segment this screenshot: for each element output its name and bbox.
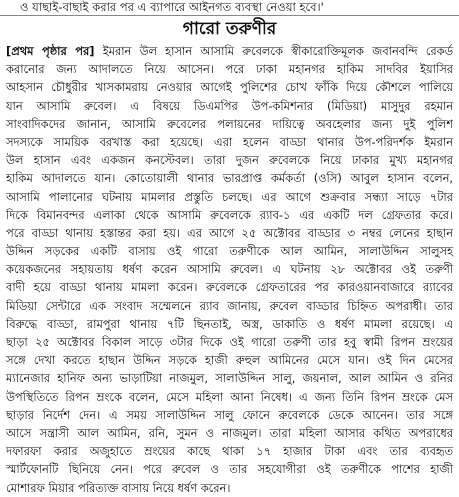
article-line: ছাড়া ২৫ অক্টোবর বিকাল সাড়ে ৩টার দিকে ওই গারো তরুণী তার হবু স্বামী রিপন ম্রংয়ের (6, 335, 453, 349)
article-line: কয়েকজনের সহায়তায় ধর্ষণ করেন আসামি রুবেল। এ ঘটনায় ২৮ অক্টোবর ওই তরুণী (6, 262, 453, 277)
article-line: ছাড়ার নির্দেশ দেন। এ সময় সালাউদ্দিন সালু ফোনে রুবেলকে ডেকে আনেন। তার সঙ্গে (6, 407, 453, 422)
article-line: আসামি পালানোর ঘটনায় মামলার প্রস্তুতি চলছে। এর আগে শুক্রবার সন্ধ্যা সাড়ে ৭টার (6, 189, 453, 204)
article-line: উদ্দিন সড়কের একটি বাসায় ওই গারো তরুণীকে আল আমিন, সালাউদ্দিন সালুসহ (6, 244, 453, 259)
article-line: বিরুদ্ধে বাড্ডা, রামপুরা থানায় ৭টি ছিনতাই, অস্ত্র, ডাকাতি ও ধর্ষণ মামলা রয়েছে। এ (6, 316, 453, 331)
article-line (6, 42, 453, 60)
continuation-tag: [প্রথম পৃষ্ঠার পর] (6, 44, 95, 58)
article-line: উপস্থিতিতে রিপন ম্রংকে বলেন, মেসে মহিলা আনা নিষেধ। এ জন্য তিনি রিপন ম্রংকে মেস (6, 389, 453, 404)
article-line: করানোর জন্য আদালতে নিয়ে আসেন। পরে ঢাকা মহানগর হাকিম সাদবির ইয়াসির (6, 62, 453, 77)
article-line: সঙ্গে দেখা করতে হাছান উদ্দিন সড়কে হাজী রুহুল আমিনের মেসে যান। ওই দিন মেসের (6, 353, 453, 368)
article-line: পরে বাড্ডা থানায় হস্তান্তর করা হয়। এর আগে ২৫ অক্টোবর বাড্ডার ৩ নম্বর লেনের হাছান (6, 225, 453, 240)
article-line: আহসান চৌধুরীর খাসকামরায় নেওয়ার আগেই পুলিশের চোখ ফাঁকি দিয়ে কৌশলে পালিয়ে (6, 80, 453, 95)
article-line: হাকিম আদালতে যান। কোতোয়ালী থানার ভারপ্রাপ্ত কর্মকর্তা (ওসি) আবুল হাসান বলেন, (6, 171, 453, 186)
article-line: দিকে বিমানবন্দর এলাকা থেকে আসামি রুবেলকে র‍্যাব-১ এর একটি দল গ্রেফতার করে। (6, 207, 453, 222)
article-line: সদস্যকে সাময়িক বরখাস্ত করা হয়েছে। এরা হলেন বাড্ডা থানার উপ-পরিদর্শক ইমরান (6, 134, 453, 149)
article-line: মোশারফ মিয়ার পরিত্যক্ত বাসায় নিয়ে ধর্ষণ করেন। (6, 480, 231, 495)
article-line: বাদী হয়ে বাড্ডা থানায় মামলা করেন। রুবেলকে গ্রেফতারের পর কারওয়ানবাজারে র‍্যাবের (6, 280, 453, 295)
article-line: সাংবাদিকদের জানান, আসামি রুবেলের পলায়নের দায়িত্বে অবহেলার জন্য দুই পুলিশ (6, 116, 453, 131)
article-line: দফারফা করার অজুহাতে ম্রংয়ের কাছে থাকা ১৭ হাজার টাকা এবং তার ব্যবহৃত (6, 444, 453, 459)
divider-rule (0, 15, 459, 16)
article-line: যান আসামি রুবেল। এ বিষয়ে ডিএমপির উপ-কমিশনার (মিডিয়া) মাসুদুর রহমান (6, 98, 453, 113)
article-line: ম্যানেজার হানিফ অন্য ভাড়াটিয়া নাজমুল, সালাউদ্দিন সালু, জয়নাল, আল আমিন ও রনির (6, 371, 453, 386)
article-line: স্মার্টফোনটি ছিনিয়ে নেন। পরে রুবেল ও তার সহযোগীরা ওই তরুণীকে পাশের হাজী (6, 462, 453, 477)
article-line: আসে সন্ত্রাসী আল আমিন, রনি, সুমন ও নাজমুল। তারা মহিলা আসার কথিত অপরাধের (6, 425, 453, 440)
article-line-text: ইমরান উল হাসান আসামি রুবেলকে স্বীকারোক্তিমূলক জবানবন্দি রেকর্ড (94, 44, 453, 58)
article-body (6, 42, 453, 497)
article-line: উল হাসান এবং একজন কনস্টেবল। তারা দুজন রুবেলকে নিয়ে ঢাকার মুখ্য মহানগর (6, 153, 453, 168)
article-headline: গারো তরুণীর (182, 19, 277, 39)
article-line: মিডিয়া সেন্টারে এক সংবাদ সম্মেলনে র‍্যাব জানায়, রুবেল বাড্ডার চিহ্নিত অপরাধী। তার (6, 298, 453, 313)
previous-article-closing-line: ও যাছাই-বাছাই করার পর এ ব্যাপারে আইনগত ব্যবস্থা নেওয়া হবে।' (20, 0, 324, 14)
